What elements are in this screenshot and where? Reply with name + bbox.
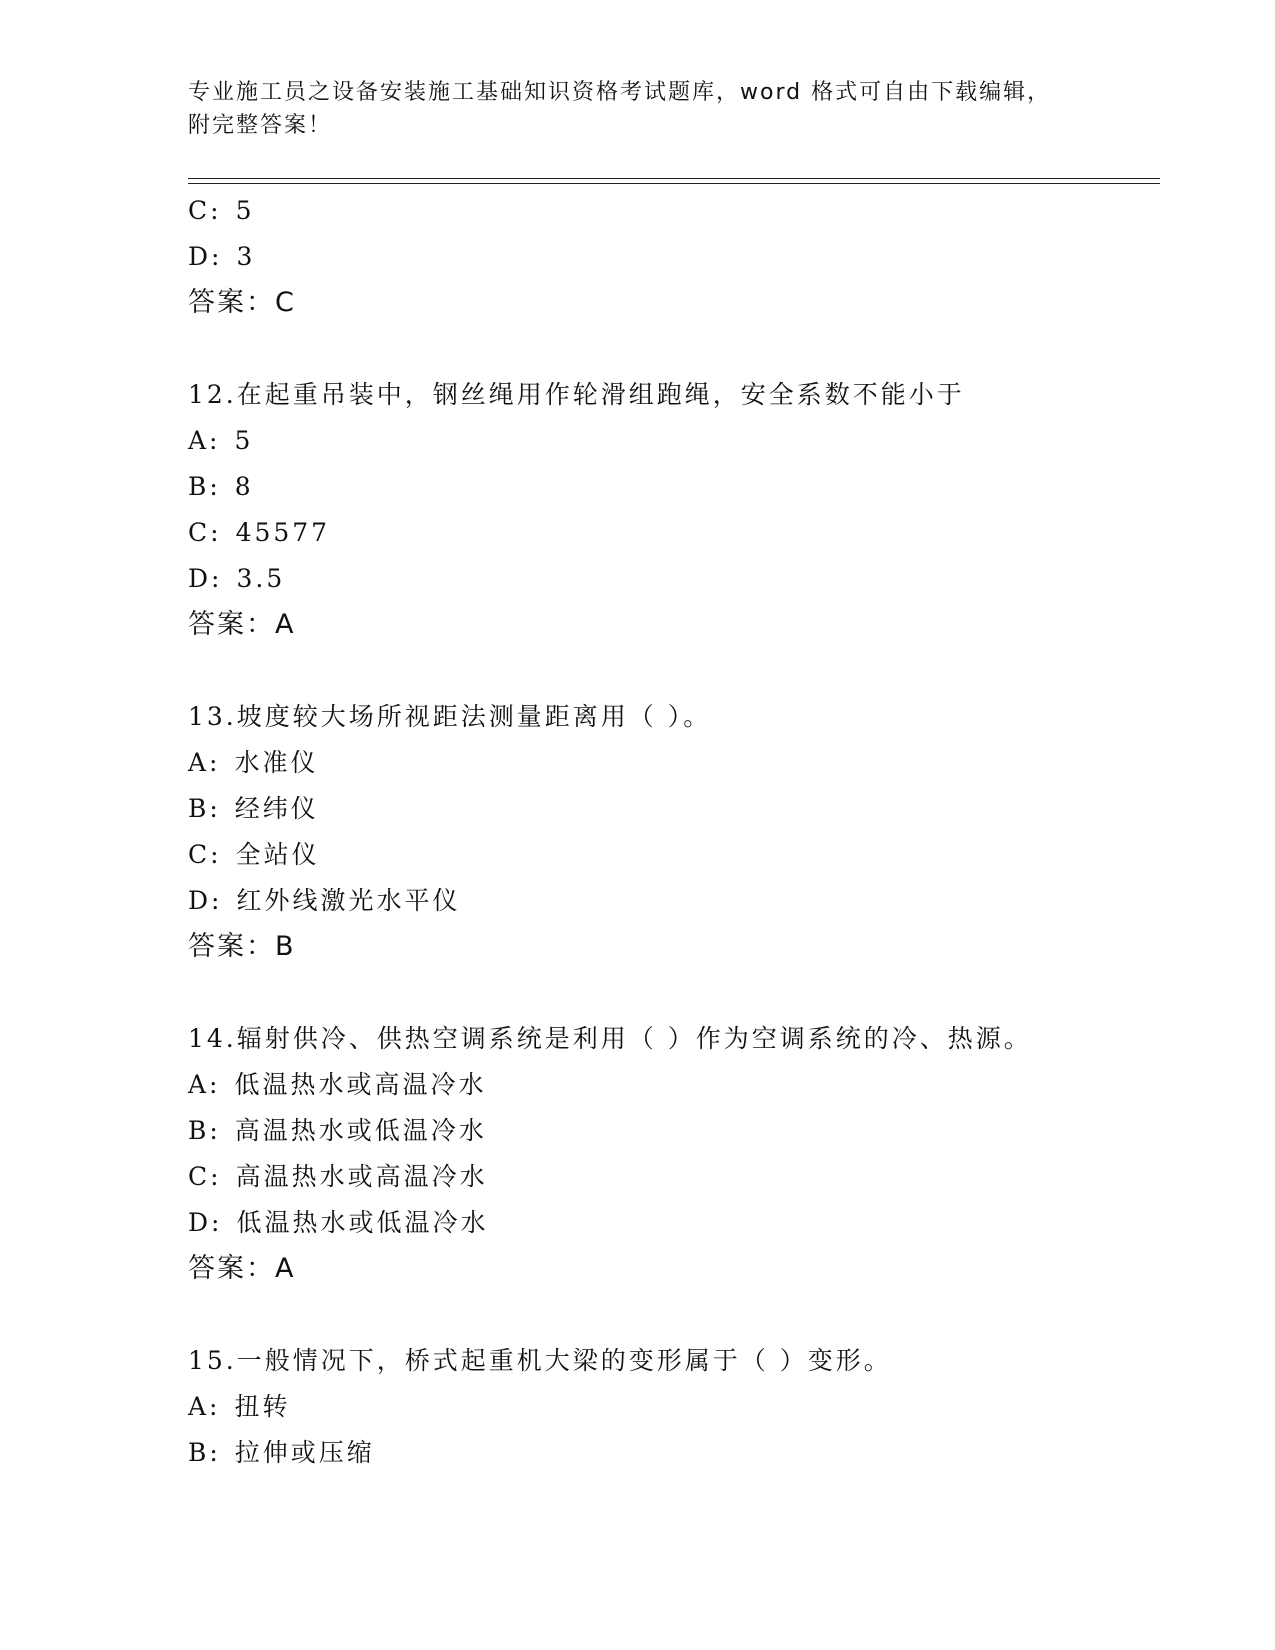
option-text: 低温热水或高温冷水 [234, 1070, 487, 1099]
option-a [188, 1384, 1188, 1430]
option-letter: B: [188, 1116, 221, 1145]
option-text: 8 [234, 472, 254, 501]
spacer [188, 326, 1188, 372]
option-text: 45577 [235, 518, 331, 547]
option-letter: B: [188, 1438, 221, 1467]
option-text: 水准仪 [234, 748, 319, 777]
header-divider-top [188, 178, 1160, 179]
option-letter: A: [188, 1070, 221, 1099]
answer-line: 答案：A [188, 609, 296, 640]
option-b [188, 1430, 1188, 1476]
option-text: 高温热水或高温冷水 [235, 1162, 488, 1191]
question-text: 15.一般情况下，桥式起重机大梁的变形属于（ ）变形。 [188, 1346, 892, 1375]
option-a [188, 1062, 1188, 1108]
option-c [188, 1154, 1188, 1200]
header-line-2: 附完整答案！ [188, 113, 333, 138]
question-11-block [188, 188, 1188, 326]
option-a [188, 740, 1188, 786]
option-text: 扭转 [234, 1392, 291, 1421]
document-header [188, 76, 1088, 142]
question-text: 13.坡度较大场所视距法测量距离用（ ）。 [188, 702, 712, 731]
question-list [188, 188, 1188, 1476]
option-letter: D: [188, 1208, 223, 1237]
option-a [188, 418, 1188, 464]
option-c [188, 188, 1188, 234]
option-letter: A: [188, 1392, 221, 1421]
answer-line: 答案：C [188, 287, 296, 318]
option-letter: C: [188, 1162, 222, 1191]
question-13-block [188, 694, 1188, 970]
option-letter: A: [188, 748, 221, 777]
answer-line: 答案：B [188, 931, 296, 962]
option-letter: C: [188, 518, 222, 547]
option-letter: B: [188, 472, 221, 501]
question-15-block [188, 1338, 1188, 1476]
option-letter: C: [188, 840, 222, 869]
option-text: 全站仪 [235, 840, 320, 869]
answer-line: 答案：A [188, 1253, 296, 1284]
option-c [188, 832, 1188, 878]
option-text: 3 [236, 242, 256, 271]
spacer [188, 970, 1188, 1016]
option-d [188, 1200, 1188, 1246]
option-d [188, 878, 1188, 924]
option-letter: C: [188, 196, 222, 225]
option-text: 经纬仪 [234, 794, 319, 823]
option-b [188, 1108, 1188, 1154]
option-letter: D: [188, 886, 223, 915]
option-letter: D: [188, 564, 223, 593]
option-letter: D: [188, 242, 223, 271]
option-text: 红外线激光水平仪 [236, 886, 461, 915]
option-letter: A: [188, 426, 221, 455]
spacer [188, 1292, 1188, 1338]
header-line-1: 专业施工员之设备安装施工基础知识资格考试题库，word 格式可自由下载编辑， [188, 80, 1052, 105]
question-text: 14.辐射供冷、供热空调系统是利用（ ）作为空调系统的冷、热源。 [188, 1024, 1032, 1053]
option-text: 5 [235, 196, 255, 225]
option-text: 3.5 [236, 564, 286, 593]
option-d [188, 556, 1188, 602]
option-b [188, 786, 1188, 832]
question-12-block [188, 372, 1188, 648]
option-text: 高温热水或低温冷水 [234, 1116, 487, 1145]
option-text: 5 [234, 426, 254, 455]
question-text: 12.在起重吊装中，钢丝绳用作轮滑组跑绳，安全系数不能小于 [188, 380, 965, 409]
spacer [188, 648, 1188, 694]
option-letter: B: [188, 794, 221, 823]
option-d [188, 234, 1188, 280]
option-text: 低温热水或低温冷水 [236, 1208, 489, 1237]
question-14-block [188, 1016, 1188, 1292]
option-text: 拉伸或压缩 [234, 1438, 375, 1467]
header-divider-bottom [188, 183, 1160, 184]
option-b [188, 464, 1188, 510]
option-c [188, 510, 1188, 556]
